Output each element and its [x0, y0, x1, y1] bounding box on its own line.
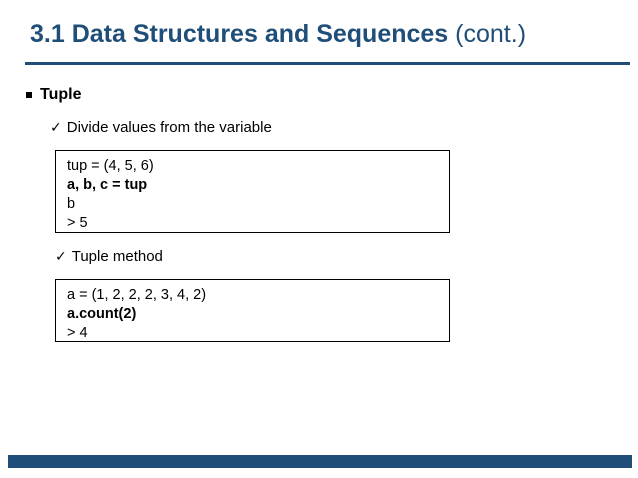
checkmark-icon: ✓	[55, 248, 67, 265]
code-line: > 5	[67, 215, 88, 231]
code-line: tup = (4, 5, 6)	[67, 158, 154, 174]
check-item-tuple-method	[55, 248, 163, 265]
check-item-divide	[50, 119, 272, 136]
footer-bar	[8, 455, 632, 468]
code-line: a = (1, 2, 2, 2, 3, 4, 2)	[67, 287, 207, 303]
code-box-count	[55, 279, 450, 342]
check-item-label: Tuple method	[71, 248, 163, 265]
checkmark-icon: ✓	[50, 119, 62, 136]
slide-title-main: 3.1 Data Structures and Sequences	[30, 20, 449, 48]
slide-title	[30, 18, 526, 50]
bullet-tuple	[26, 86, 81, 104]
code-line: a, b, c = tup	[67, 177, 148, 193]
square-bullet-icon	[26, 92, 32, 98]
code-box-unpack	[55, 150, 450, 233]
slide-title-suffix: (cont.)	[455, 20, 527, 48]
code-line: a.count(2)	[67, 306, 137, 322]
code-line: b	[67, 196, 76, 212]
bullet-label: Tuple	[40, 86, 82, 103]
code-line: > 4	[67, 325, 88, 341]
title-underline	[25, 62, 630, 65]
check-item-label: Divide values from the variable	[66, 119, 272, 136]
